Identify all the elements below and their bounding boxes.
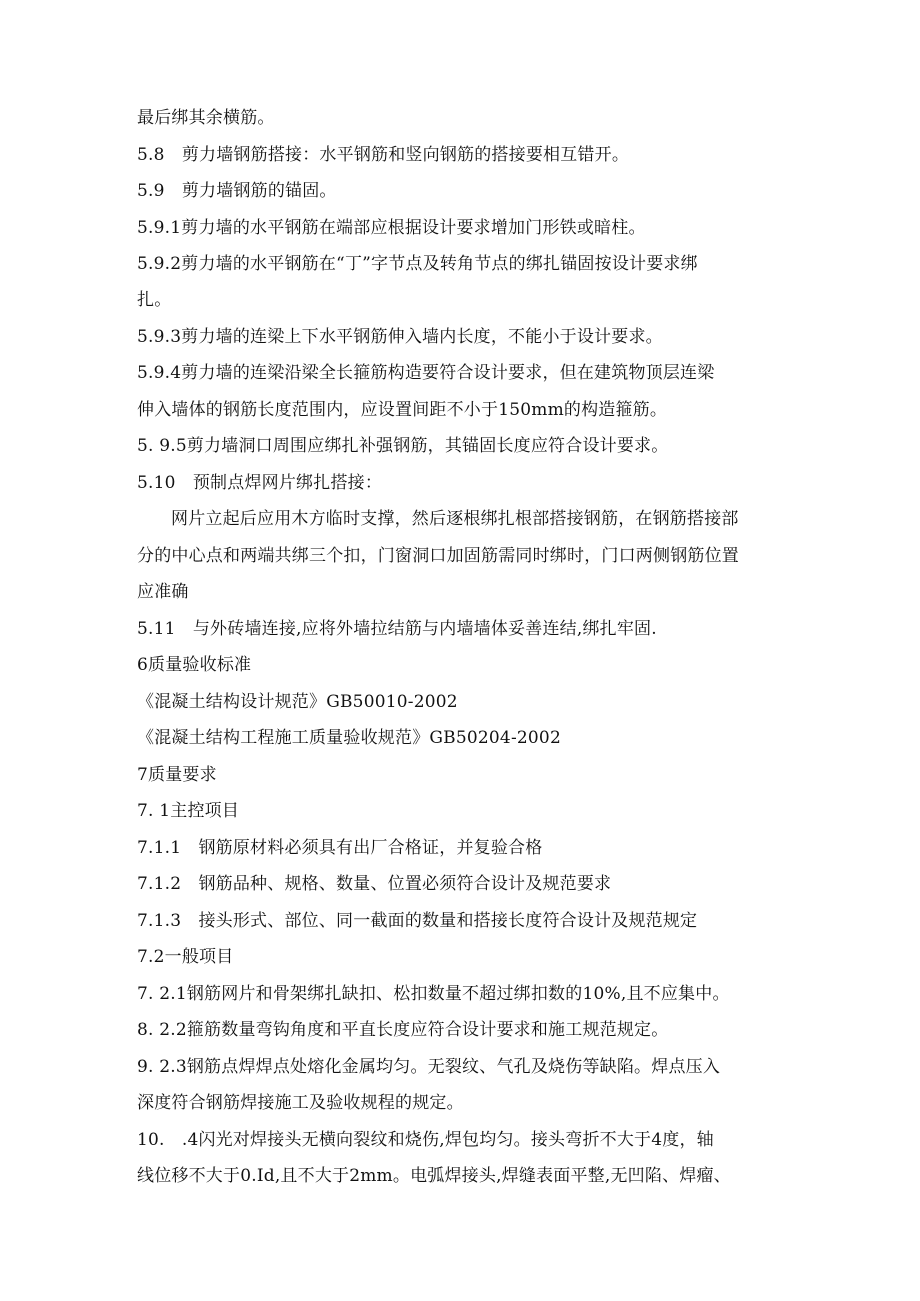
text-line: 5.11 与外砖墙连接,应将外墙拉结筋与内墙墙体妥善连结,绑扎牢固. [137, 619, 657, 639]
text-line: 网片立起后应用木方临时支撑，然后逐根绑扎根部搭接钢筋，在钢筋搭接部 [171, 509, 739, 529]
text-line: 9. 2.3钢筋点焊焊点处熔化金属均匀。无裂纹、气孔及烧伤等缺陷。焊点压入 [137, 1057, 721, 1077]
text-line: 线位移不大于0.Id,且不大于2mm。电弧焊接头,焊缝表面平整,无凹陷、焊瘤、 [137, 1166, 731, 1186]
text-line: 5.9.2剪力墙的水平钢筋在“丁”字节点及转角节点的绑扎锚固按设计要求绑 [137, 254, 698, 274]
text-line: 分的中心点和两端共绑三个扣，门窗洞口加固筋需同时绑时，门口两侧钢筋位置 [137, 546, 739, 566]
text-line: 5.9 剪力墙钢筋的锚固。 [137, 181, 337, 201]
text-line: 《混凝土结构设计规范》GB50010-2002 [137, 692, 458, 712]
text-line: 5.8 剪力墙钢筋搭接：水平钢筋和竖向钢筋的搭接要相互错开。 [137, 145, 630, 165]
text-line: 5.10 预制点焊网片绑扎搭接： [137, 473, 383, 493]
text-line: 5.9.1剪力墙的水平钢筋在端部应根据设计要求增加门形铁或暗柱。 [137, 218, 646, 238]
section-heading: 7质量要求 [137, 765, 217, 785]
section-heading: 6质量验收标准 [137, 655, 252, 675]
text-line: 《混凝土结构工程施工质量验收规范》GB50204-2002 [137, 728, 561, 748]
text-line: 7.1.1 钢筋原材料必须具有出厂合格证，并复验合格 [137, 838, 543, 858]
text-line: 深度符合钢筋焊接施工及验收规程的规定。 [137, 1093, 464, 1113]
text-line: 7.1.2 钢筋品种、规格、数量、位置必须符合设计及规范要求 [137, 874, 612, 894]
text-line: 8. 2.2箍筋数量弯钩角度和平直长度应符合设计要求和施工规范规定。 [137, 1020, 669, 1040]
text-line: 10. .4闪光对焊接头无横向裂纹和烧伤,焊包均匀。接头弯折不大于4度，轴 [137, 1130, 714, 1150]
text-line: 7.2一般项目 [137, 947, 234, 967]
text-line: 应准确 [137, 582, 189, 602]
text-line: 伸入墙体的钢筋长度范围内，应设置间距不小于150mm的构造箍筋。 [137, 400, 668, 420]
text-line: 最后绑其余横筋。 [137, 108, 275, 128]
text-line: 5. 9.5剪力墙洞口周围应绑扎补强钢筋，其锚固长度应符合设计要求。 [137, 436, 669, 456]
text-line: 扎。 [137, 290, 172, 310]
text-line: 5.9.3剪力墙的连梁上下水平钢筋伸入墙内长度，不能小于设计要求。 [137, 327, 663, 347]
text-line: 7. 1主控项目 [137, 801, 240, 821]
text-line: 7. 2.1钢筋网片和骨架绑扎缺扣、松扣数量不超过绑扣数的10%,且不应集中。 [137, 984, 730, 1004]
text-line: 7.1.3 接头形式、部位、同一截面的数量和搭接长度符合设计及规范规定 [137, 911, 698, 931]
text-line: 5.9.4剪力墙的连梁沿梁全长箍筋构造要符合设计要求，但在建筑物顶层连梁 [137, 363, 715, 383]
